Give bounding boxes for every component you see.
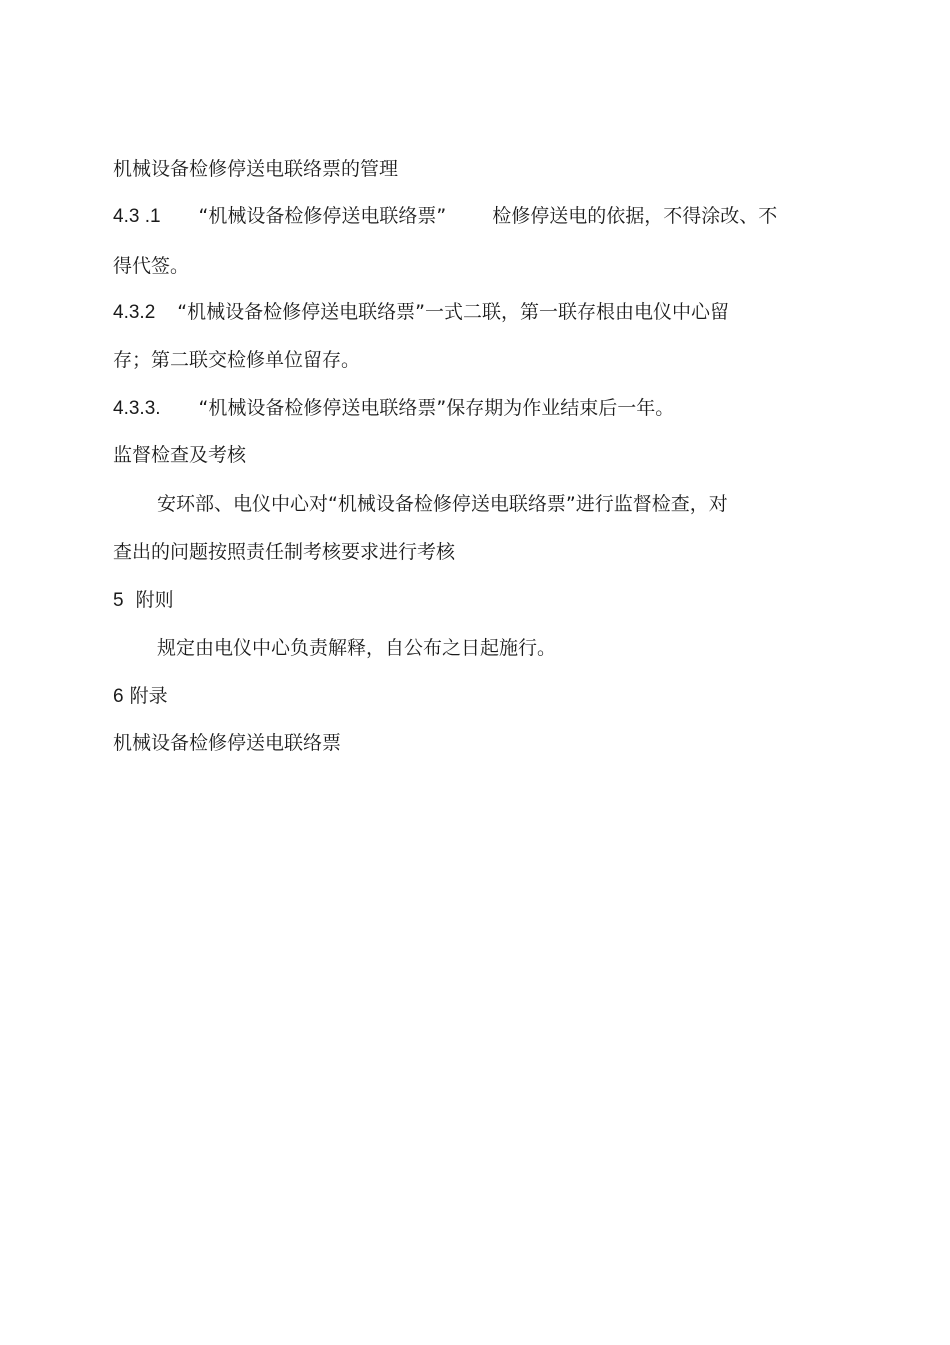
- clause-4-3-2-text: “机械设备检修停送电联络票”一式二联，第一联存根由电仪中心留: [177, 301, 729, 323]
- clause-4-3-1-line-1: [113, 204, 777, 229]
- appendix-item-text: 机械设备检修停送电联络票: [113, 732, 342, 754]
- section-6-heading: [113, 684, 168, 709]
- heading-supervision: [113, 443, 246, 467]
- supervision-para-text-cont: 查出的问题按照责任制考核要求进行考核: [113, 541, 456, 563]
- section-5-number: 5: [113, 590, 124, 611]
- clause-4-3-3-number: 4.3.3.: [113, 398, 161, 419]
- section-5-heading: [113, 588, 174, 613]
- clause-4-3-1-text: 检修停送电的依据，不得涂改、不: [492, 205, 778, 227]
- clause-4-3-1-number: 4.3 .1: [113, 206, 161, 227]
- heading-supervision-text: 监督检查及考核: [113, 444, 247, 466]
- section-5-para-text: 规定由电仪中心负责解释，自公布之日起施行。: [157, 637, 557, 659]
- clause-4-3-1-quoted: “机械设备检修停送电联络票”: [198, 205, 447, 227]
- clause-4-3-2-line-2: [113, 348, 360, 372]
- supervision-para-text: 安环部、电仪中心对“机械设备检修停送电联络票”进行监督检查，对: [157, 493, 728, 515]
- section-5-para: [157, 636, 556, 660]
- supervision-para-line-2: [113, 540, 455, 564]
- clause-4-3-2-line-1: [113, 300, 729, 325]
- supervision-para-line-1: [157, 492, 728, 516]
- section-6-number: 6: [113, 686, 124, 707]
- clause-4-3-3-line: [113, 396, 674, 421]
- clause-4-3-1-line-2: [113, 254, 189, 278]
- clause-4-3-3-text: “机械设备检修停送电联络票”保存期为作业结束后一年。: [198, 397, 675, 419]
- appendix-item: [113, 731, 341, 755]
- heading-management-text: 机械设备检修停送电联络票的管理: [113, 158, 399, 180]
- section-5-title: 附则: [135, 589, 174, 611]
- clause-4-3-2-text-cont: 存；第二联交检修单位留存。: [113, 349, 361, 371]
- clause-4-3-1-text-cont: 得代签。: [113, 255, 190, 277]
- section-6-title: 附录: [129, 685, 168, 707]
- heading-management: [113, 157, 398, 181]
- clause-4-3-2-number: 4.3.2: [113, 302, 156, 323]
